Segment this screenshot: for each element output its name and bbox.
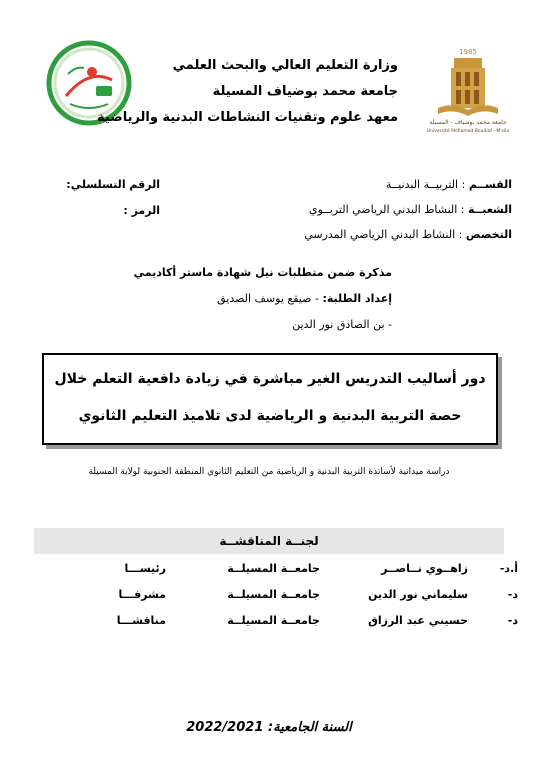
thesis-title-line-2: حصة التربية البدنية و الرياضية لدى تلاميذ التعليم الثانوي xyxy=(78,408,462,424)
member-title: د- xyxy=(507,588,518,601)
committee-heading: لجنــة المناقشــة xyxy=(34,528,504,554)
code-label: الرمز : xyxy=(123,204,160,217)
student-name-2-row xyxy=(292,318,392,331)
logo-name-fr: Université Mohamed Boudiaf - M'sila xyxy=(426,129,510,134)
academic-year-value: 2022/2021 xyxy=(186,720,264,735)
logo-name-ar: جامعة محمد بوضياف - المسيلة xyxy=(429,119,507,126)
institute-name: معهد علوم وتقنيات النشاطات البدنية والرياضية xyxy=(96,110,398,125)
study-subtitle: دراسة ميدانية لأساتذة التربية البدنية و الرياضية من التعليم الثانوي المنطقة الجنوبية لولاية المسيلة xyxy=(88,467,450,477)
specialty-row xyxy=(304,228,512,241)
thesis-title-line-1: دور أساليب التدريس الغير مباشرة في زيادة دافعية التعلم خلال xyxy=(54,371,486,387)
department-row xyxy=(386,178,512,191)
university-name: جامعة محمد بوضياف المسيلة xyxy=(212,84,398,99)
branch-value: : النشاط البدني الرياضي التربــوي xyxy=(309,203,465,216)
student-name: - صيقع يوسف الصديق xyxy=(217,292,319,305)
member-university: جامعــة المسيلــة xyxy=(227,562,320,575)
member-name: زاهــوي نــاصــر xyxy=(381,562,468,575)
students-label: إعداد الطلبة: xyxy=(322,292,392,305)
member-university: جامعــة المسيلــة xyxy=(227,614,320,627)
member-name: سليماني نور الدين xyxy=(368,588,468,601)
university-emblem-icon xyxy=(418,44,518,136)
member-title: أ.د- xyxy=(499,562,518,575)
thesis-note: مذكرة ضمن متطلبات نيل شهادة ماستر أكاديمي xyxy=(133,266,392,279)
thesis-title-box xyxy=(42,353,498,445)
member-role: رئيســـا xyxy=(124,562,166,575)
member-university: جامعــة المسيلــة xyxy=(227,588,320,601)
academic-year xyxy=(0,720,538,735)
branch-row xyxy=(309,203,512,216)
student-name: - بن الصادق نور الدين xyxy=(292,318,392,331)
academic-year-label: السنة الجامعية: xyxy=(267,720,352,735)
member-role: مناقشـــا xyxy=(116,614,166,627)
branch-label: الشعبــة xyxy=(468,203,512,216)
university-logo xyxy=(418,44,518,136)
students-row xyxy=(217,292,392,305)
member-title: د- xyxy=(507,614,518,627)
logo-year: 1985 xyxy=(459,48,477,56)
ministry-name: وزارة التعليم العالي والبحث العلمي xyxy=(172,58,398,73)
serial-number-label: الرقم التسلسلي: xyxy=(66,178,160,191)
specialty-value: : النشاط البدني الرياضي المدرسي xyxy=(304,228,463,241)
member-role: مشرفـــا xyxy=(118,588,166,601)
department-value: : التربيــة البدنيــة xyxy=(385,178,466,191)
member-name: حسيني عبد الرزاق xyxy=(368,614,468,627)
specialty-label: التخصص xyxy=(465,228,512,241)
department-label: القســم xyxy=(468,178,512,191)
